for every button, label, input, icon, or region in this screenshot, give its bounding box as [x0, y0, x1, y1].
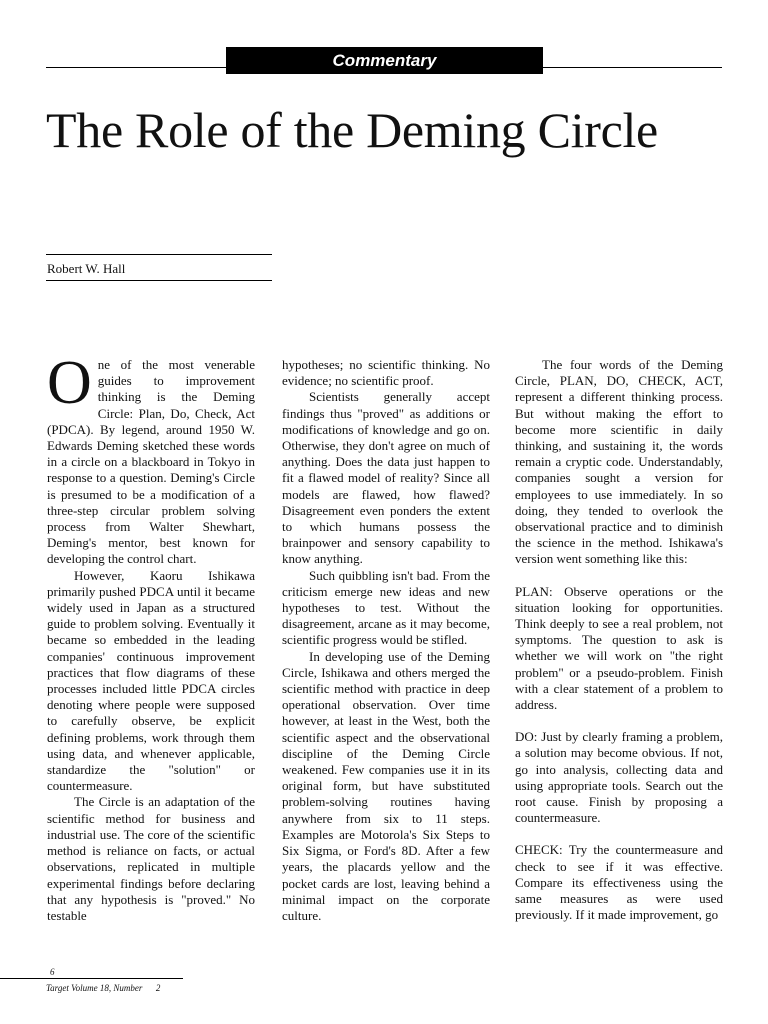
- body-column-3: [515, 357, 723, 924]
- body-column-2: [282, 357, 490, 924]
- do-paragraph: DO: Just by clearly framing a problem, a solution may become obvious. If not, go into analysis, collecting data and using appropriate tools. Search out the root cause. Finish by proposing a countermeasure.: [515, 729, 723, 826]
- paragraph: The Circle is an adaptation of the scientific method for business and industrial use. The core of the scientific method is reliance on facts, or actual observations, replicated in multiple experimental findings before declaring that any hypothesis is "proved." No testable: [47, 794, 255, 923]
- body-column-1: [47, 349, 255, 924]
- paragraph: [47, 349, 255, 568]
- footer-rule: [0, 978, 183, 979]
- plan-paragraph: PLAN: Observe operations or the situation looking for opportunities. Think deeply to see a real problem, not symptoms. The question to ask is whether we will work on "the right problem" or a pseudo-problem. Finish with a clear statement of a problem to address.: [515, 583, 723, 713]
- paragraph-text: ne of the most venerable guides to improvement thinking is the Deming Circle: Plan, Do, Check, Act (PDCA). By legend, around 1950 W. Edwards Deming sketched these words in a circle on a blackboard in Tokyo in response to a question. Deming's Circle is presumed to be a modification of a three-step circular problem solving process from Walter Shewhart, Deming's mentor, best known for developing the control chart.: [47, 357, 255, 567]
- paragraph: hypotheses; no scientific thinking. No evidence; no scientific proof.: [282, 357, 490, 389]
- paragraph: However, Kaoru Ishikawa primarily pushed PDCA until it became widely used in Japan as a structured guide to problem solving. Eventually it became so embedded in the leading companies' continuous improvement practices that flow diagrams of these processes included little PDCA circles denoting where people were supposed to carefully observe, be explicit defining problems, work through them using data, and whenever applicable, standardize the "solution" or countermeasure.: [47, 567, 255, 794]
- section-banner: Commentary: [226, 47, 543, 74]
- drop-cap: O: [47, 349, 92, 417]
- article-title: The Role of the Deming Circle: [46, 102, 658, 158]
- check-paragraph: CHECK: Try the countermeasure and check to see if it was effective. Compare its effectiveness using the same measures as were used previously. If it made improvement, go: [515, 842, 723, 923]
- paragraph: Scientists generally accept findings thus "proved" as additions or modifications of knowledge and go on. Otherwise, they don't agree on much of anything. Does the data just happen to fit a flawed model of reality? Since all models are flawed, how flawed? Disagreement even ponders the extent to which humans possess the brainpower and sensory capability to know anything.: [282, 389, 490, 567]
- page-number: 6: [50, 967, 55, 977]
- author-rule-top: [46, 254, 272, 255]
- paragraph: In developing use of the Deming Circle, Ishikawa and others merged the scientific method with practice in deep operational observation. Over time however, at least in the West, both the scientific aspect and the observational discipline of the Deming Circle weakened. Few companies use it in its original form, but have substituted problem-solving routines having anywhere from six to 11 steps. Examples are Motorola's Six Steps to Six Sigma, or Ford's 8D. After a few years, the placards yellow and the pocket cards are lost, leaving behind a minimal impact on the corporate culture.: [282, 648, 490, 923]
- journal-name: Target Volume 18, Number: [46, 983, 143, 993]
- paragraph: Such quibbling isn't bad. From the criticism emerge new ideas and new hypotheses to test. Without the disagreement, arcane as it may become, scientific progress would be stifled.: [282, 567, 490, 648]
- issue-number: 2: [155, 983, 161, 993]
- paragraph: The four words of the Deming Circle, PLAN, DO, CHECK, ACT, represent a different thinking process. But without making the effort to become more scientific in daily thinking, and sustaining it, the words remain a cryptic code. Understandably, companies sought a version for employees to use immediately. In so doing, they tended to overlook the observational practice and to diminish the science in the method. Ishikawa's version went something like this:: [515, 357, 723, 567]
- author-name: Robert W. Hall: [47, 261, 126, 276]
- footer-citation: [46, 982, 160, 994]
- author-rule-bottom: [46, 280, 272, 281]
